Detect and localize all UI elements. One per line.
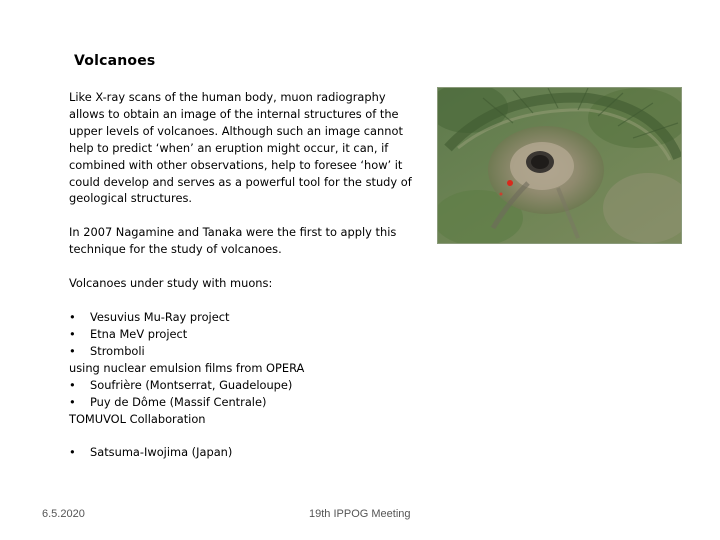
volcano-aerial-photo — [437, 87, 682, 244]
list-item: • Stromboli — [69, 343, 145, 358]
bullet-icon: • — [69, 394, 76, 409]
list-item: • Puy de Dôme (Massif Centrale) — [69, 394, 267, 409]
group-note: using nuclear emulsion films from OPERA — [69, 360, 305, 375]
intro-paragraph: Like X-ray scans of the human body, muon radiography allows to obtain an image of the internal structures of the upper levels of volcanoes. Although such an image cannot help to predict ‘when’ an eruption might occur, it can, if combined with other observations, help to foresee ‘how’ it could develop and serves as a powerful tool for the study of geological structures. — [69, 90, 412, 206]
bullet-icon: • — [69, 343, 76, 358]
list-item: • Vesuvius Mu-Ray project — [69, 310, 230, 325]
footer-meeting: 19th IPPOG Meeting — [309, 508, 411, 520]
bullet-icon: • — [69, 310, 76, 325]
bullet-icon: • — [69, 377, 76, 392]
history-paragraph: In 2007 Nagamine and Tanaka were the first to apply this technique for the study of volcanoes. — [69, 225, 397, 257]
group-note: TOMUVOL Collaboration — [69, 411, 206, 426]
bullet-icon: • — [69, 326, 76, 341]
list-item: • Etna MeV project — [69, 326, 188, 341]
list-item: • Satsuma-Iwojima (Japan) — [69, 445, 233, 460]
slide-body — [69, 89, 415, 461]
list-intro: Volcanoes under study with muons: — [69, 276, 273, 291]
footer-date: 6.5.2020 — [42, 508, 85, 520]
bullet-icon: • — [69, 445, 76, 460]
list-item: • Soufrière (Montserrat, Guadeloupe) — [69, 377, 293, 392]
slide-title: Volcanoes — [74, 53, 156, 69]
